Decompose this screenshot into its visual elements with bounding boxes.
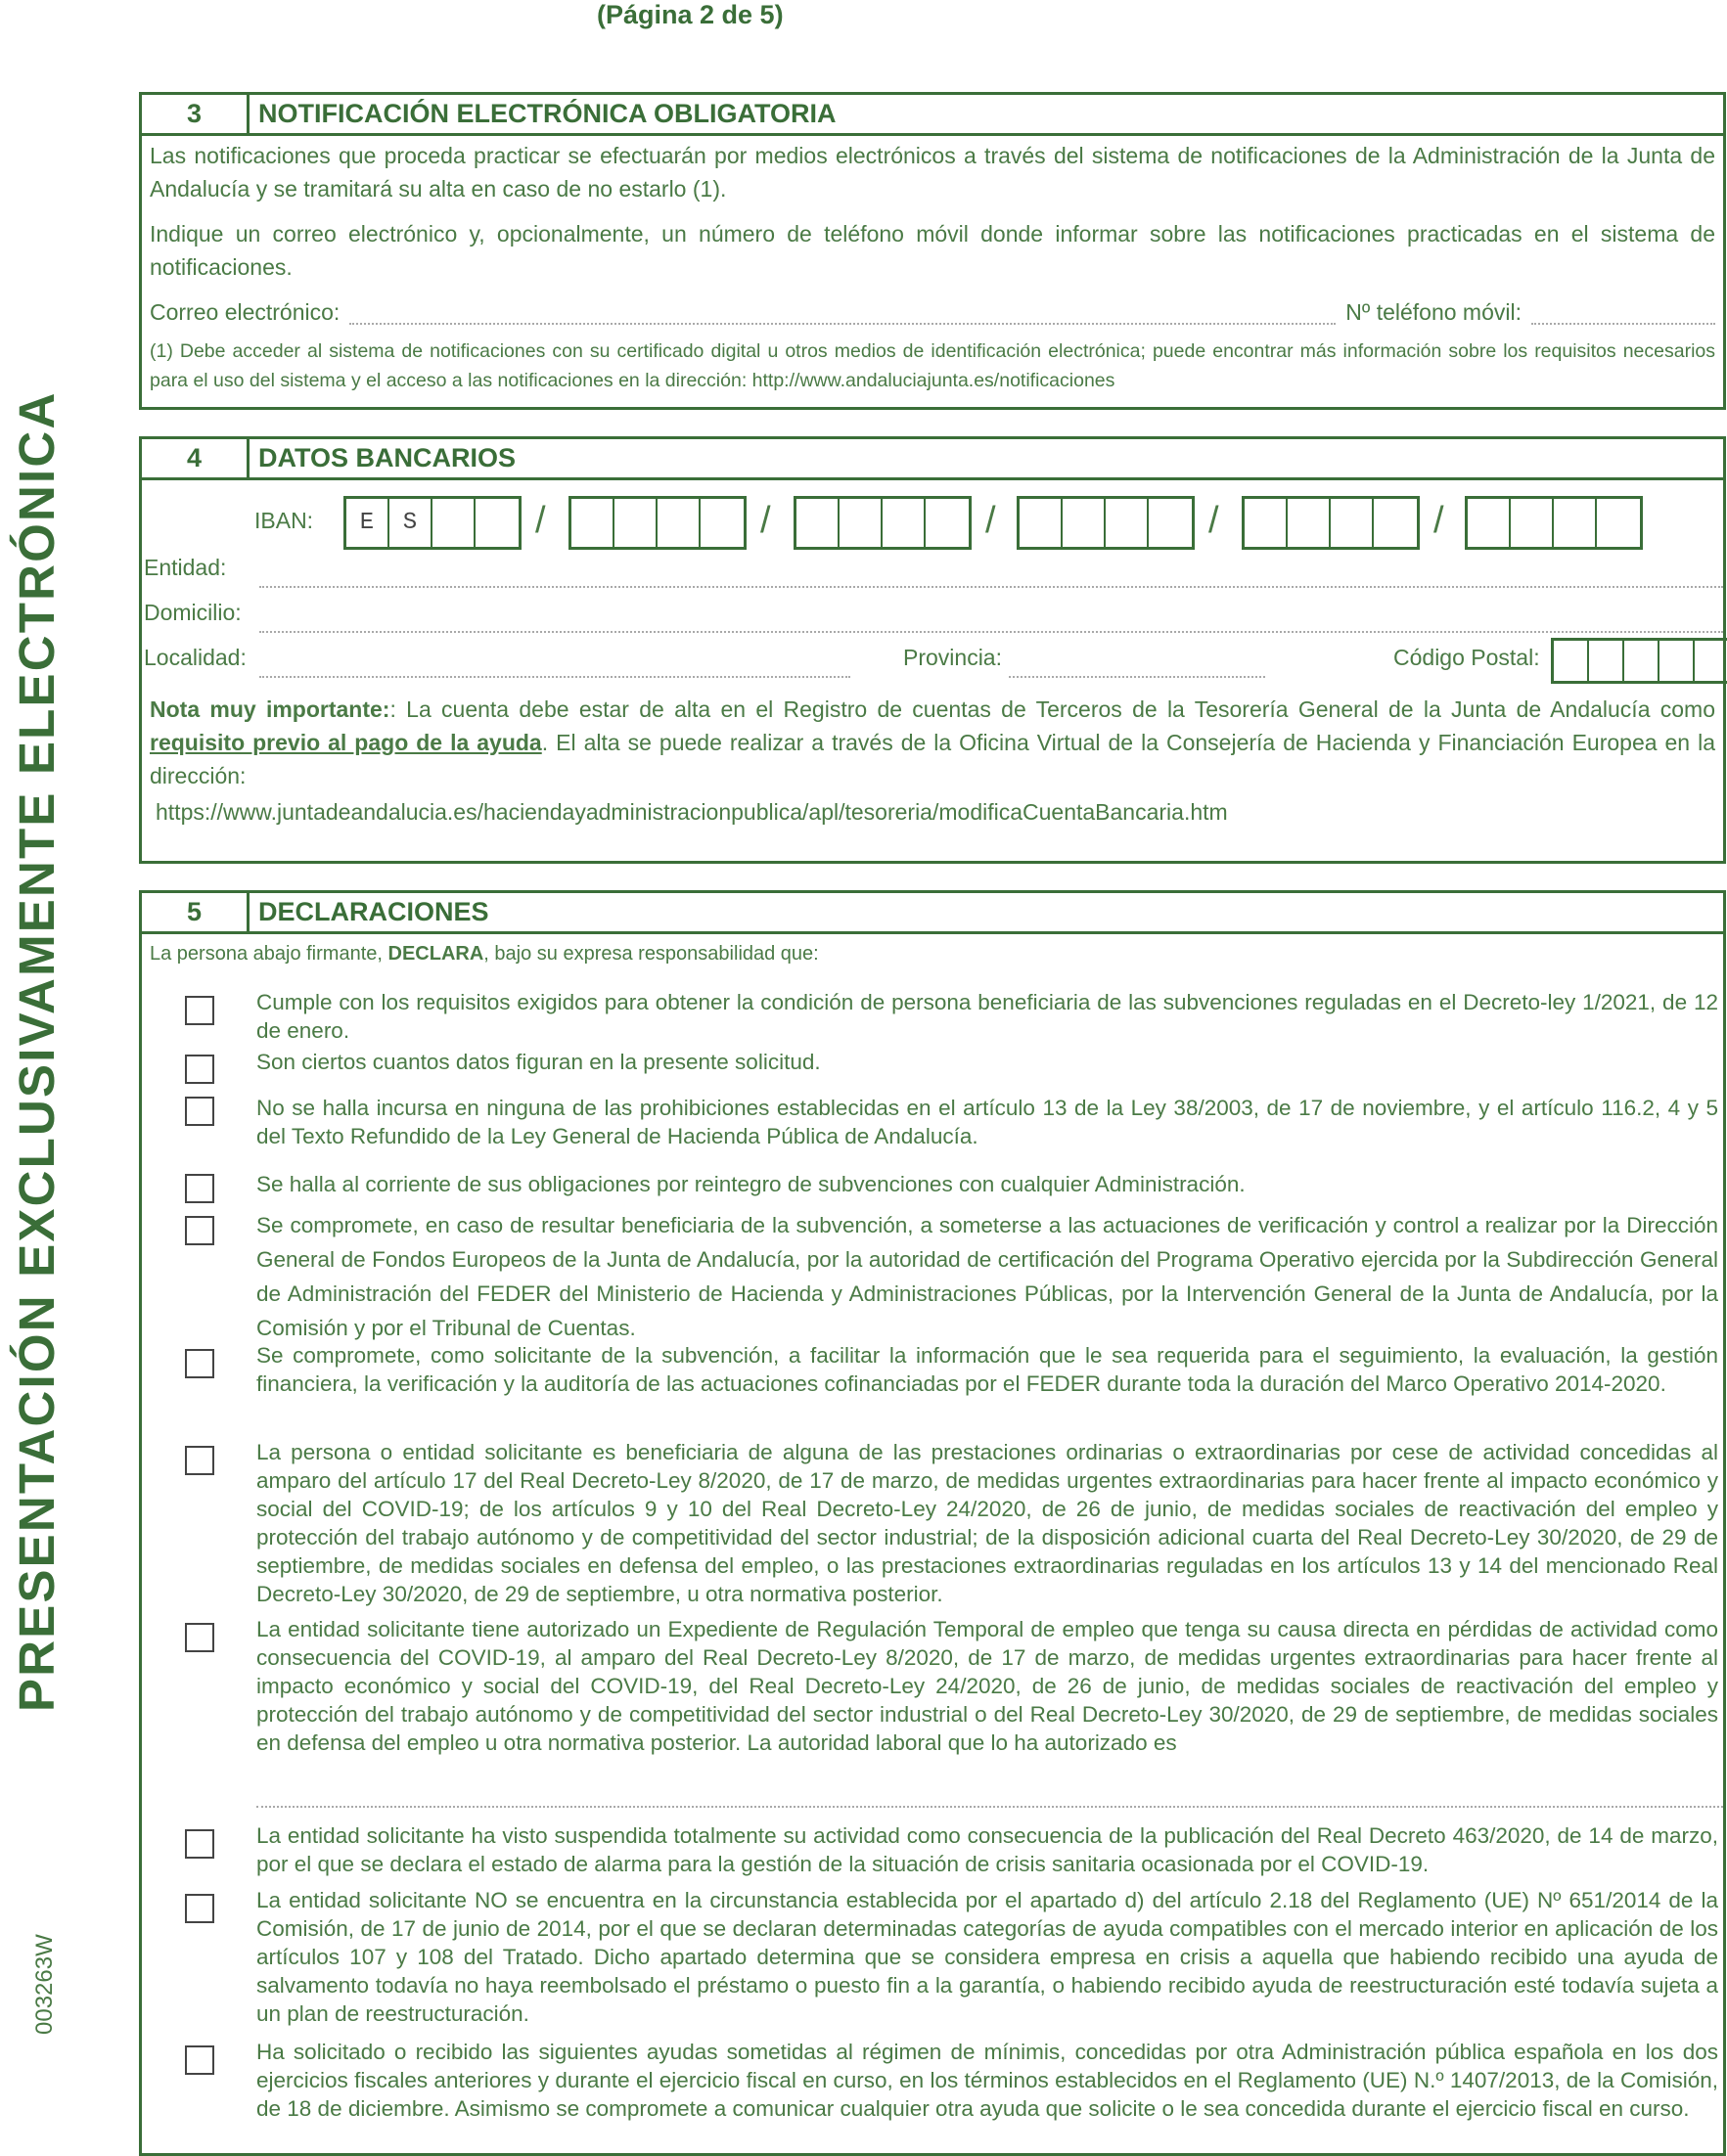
iban-cell[interactable]: [926, 499, 969, 547]
iban-cell[interactable]: [1554, 499, 1597, 547]
declaration-text: Se halla al corriente de sus obligaciones por reintegro de subvenciones con cualquier Administración.: [256, 1172, 1246, 1196]
iban-label: IBAN:: [254, 508, 314, 533]
iban-cell[interactable]: E: [346, 499, 389, 547]
iban-cell[interactable]: [1468, 499, 1511, 547]
section-header: [142, 95, 1723, 136]
domicilio-field[interactable]: [259, 631, 1723, 633]
declaration-text: Se compromete, como solicitante de la subvención, a facilitar la información que le sea requerida para el seguimiento, la evaluación, la gestión financiera, la verificación y la auditoría de las actuaciones cofinanciadas por el FEDER durante toda la duración del Marco Operativo 2014-2020.: [256, 1343, 1718, 1396]
declaration-checkbox[interactable]: [185, 1894, 214, 1923]
iban-cell[interactable]: [1374, 499, 1417, 547]
note-text-2: . El alta se puede realizar a través de la Oficina Virtual de la Consejería de Hacienda y Financiación Europea en la dirección:: [150, 730, 1715, 788]
iban-separator: /: [1433, 500, 1444, 541]
iban-separator: /: [535, 500, 546, 541]
entidad-label: Entidad:: [144, 555, 227, 580]
section-notificacion: [139, 92, 1726, 410]
email-field[interactable]: [349, 295, 1336, 325]
mobile-phone-field[interactable]: [1531, 295, 1715, 325]
declaration-intro: La persona abajo firmante, DECLARA, bajo su expresa responsabilidad que:: [150, 943, 819, 965]
iban-group-2[interactable]: [568, 496, 747, 550]
cp-cell[interactable]: [1659, 641, 1695, 681]
iban-cell[interactable]: [1106, 499, 1149, 547]
declaration-checkbox[interactable]: [185, 1174, 214, 1203]
notification-instruction: Indique un correo electrónico y, opcionalmente, un número de teléfono móvil donde informar sobre las notificaciones practicadas en el sistema de notificaciones.: [150, 221, 1715, 280]
localidad-label: Localidad:: [144, 645, 247, 670]
iban-cell[interactable]: [701, 499, 744, 547]
important-note: [150, 693, 1715, 792]
declaration-text: La entidad solicitante tiene autorizado un Expediente de Regulación Temporal de empleo que tenga su causa directa en pérdidas de actividad como consecuencia del COVID-19, al amparo del Real Decreto-Ley 8/2020, de 17 de marzo, de medidas urgentes extraordinarias para hacer frente al impacto económico y social del COVID-19, del Real Decreto-Ley 24/2020, de 26 de junio, de medidas sociales de reactivación del empleo y protección del trabajo autónomo y de competitividad del sector industrial o del Real Decreto-Ley 30/2020, de 29 de septiembre, de medidas sociales en defensa del empleo u otra normativa posterior. La autoridad laboral que lo ha autorizado es: [256, 1617, 1718, 1755]
note-text: : La cuenta debe estar de alta en el Registro de cuentas de Terceros de la Tesorería General de la Junta de Andalucía como: [389, 696, 1716, 722]
declaration-checkbox[interactable]: [185, 1097, 214, 1126]
iban-group-4[interactable]: [1017, 496, 1195, 550]
section-declaraciones: [139, 890, 1726, 2156]
section-number: 3: [142, 95, 250, 133]
note-underlined: requisito previo al pago de la ayuda: [150, 730, 542, 755]
iban-cell[interactable]: [883, 499, 926, 547]
section-header: [142, 439, 1723, 480]
section-title: DECLARACIONES: [258, 897, 489, 926]
declaration-checkbox[interactable]: [185, 1055, 214, 1084]
iban-separator: /: [985, 500, 996, 541]
declaration-text: Son ciertos cuantos datos figuran en la presente solicitud.: [256, 1050, 821, 1074]
iban-cell[interactable]: [614, 499, 658, 547]
cp-cell[interactable]: [1589, 641, 1624, 681]
section-datos-bancarios: [139, 436, 1726, 864]
bank-account-url[interactable]: https://www.juntadeandalucia.es/haciendayadministracionpublica/apl/tesoreria/modificaCuentaBancaria.htm: [156, 799, 1228, 825]
iban-cell[interactable]: [1149, 499, 1192, 547]
declaration-checkbox[interactable]: [185, 1216, 214, 1245]
email-label: Correo electrónico:: [150, 299, 341, 325]
section-number: 4: [142, 439, 250, 477]
side-title: PRESENTACIÓN EXCLUSIVAMENTE ELECTRÓNICA: [9, 390, 65, 1712]
section-number: 5: [142, 893, 250, 931]
form-code: 003263W: [31, 1934, 58, 2035]
notification-paragraph: Las notificaciones que proceda practicar se efectuarán por medios electrónicos a través del sistema de notificaciones de la Administración de la Junta de Andalucía y se tramitará su alta en caso de no estarlo (1).: [150, 143, 1715, 202]
iban-separator: /: [760, 500, 771, 541]
declaration-checkbox[interactable]: [185, 1829, 214, 1859]
declaration-text: Se compromete, en caso de resultar beneficiaria de la subvención, a someterse a las actuaciones de verificación y control a realizar por la Dirección General de Fondos Europeos de la Junta de Andalucía, por la autoridad de certificación del Programa Operativo ejercida por la Subdirección General de Administración del FEDER del Ministerio de Hacienda y Administraciones Públicas, por la Intervención General de la Junta de Andalucía, por la Comisión y por el Tribunal de Cuentas.: [256, 1213, 1718, 1340]
section-title: NOTIFICACIÓN ELECTRÓNICA OBLIGATORIA: [258, 99, 837, 128]
iban-cell[interactable]: [658, 499, 701, 547]
page-header: [0, 0, 1727, 29]
iban-separator: /: [1208, 500, 1219, 541]
phone-label: Nº teléfono móvil:: [1345, 299, 1522, 325]
cp-cell[interactable]: [1554, 641, 1589, 681]
declaration-checkbox[interactable]: [185, 1446, 214, 1475]
note-title: Nota muy importante:: [150, 696, 390, 722]
declaration-checkbox[interactable]: [185, 1349, 214, 1378]
declaration-text: La entidad solicitante ha visto suspendida totalmente su actividad como consecuencia de la publicación del Real Decreto 463/2020, de 14 de marzo, por el que se declara el estado de alarma para la gestión de la situación de crisis sanitaria ocasionada por el COVID-19.: [256, 1823, 1718, 1876]
declaration-text: Ha solicitado o recibido las siguientes ayudas sometidas al régimen de mínimis, concedidas por otra Administración pública española en los dos ejercicios fiscales anteriores y durante el ejercicio fiscal en curso, en los términos establecidos en el Reglamento (UE) N.º 1407/2013, de la Comisión, de 18 de diciembre. Asimismo se compromete a comunicar cualquier otra ayuda que solicite o le sea concedida durante el ejercicio fiscal en curso.: [256, 2040, 1718, 2121]
iban-cell[interactable]: [432, 499, 476, 547]
page-number: (Página 2 de 5): [597, 0, 784, 29]
iban-row: [142, 496, 1723, 555]
iban-cell[interactable]: [1063, 499, 1106, 547]
declaration-text: Cumple con los requisitos exigidos para obtener la condición de persona beneficiaria de las subvenciones reguladas en el Decreto-ley 1/2021, de 12 de enero.: [256, 990, 1718, 1043]
iban-cell[interactable]: [1245, 499, 1288, 547]
iban-group-3[interactable]: [794, 496, 972, 550]
declaration-checkbox[interactable]: [185, 1623, 214, 1652]
section-title: DATOS BANCARIOS: [258, 443, 517, 472]
iban-group-1[interactable]: [343, 496, 522, 550]
iban-cell[interactable]: [1597, 499, 1640, 547]
iban-group-5[interactable]: [1242, 496, 1420, 550]
declaration-text: La entidad solicitante NO se encuentra en la circunstancia establecida por el apartado d) del artículo 2.18 del Reglamento (UE) Nº 651/2014 de la Comisión, de 17 de junio de 2014, por el que se declaran determinadas categorías de ayuda compatibles con el mercado interior en aplicación de los artículos 107 y 108 del Tratado. Dicho apartado determina que se considera empresa en crisis a aquella que habiendo recibido una ayuda de salvamento todavía no haya reembolsado el préstamo o puesto fin a la garantía, o habiendo recibido ayuda de reestructuración esté todavía sujeta a un plan de reestructuración.: [256, 1888, 1718, 2026]
footnote: (1) Debe acceder al sistema de notificaciones con su certificado digital u otros medios de identificación electrónica; puede encontrar más información sobre los requisitos necesarios para el uso del sistema y el acceso a las notificaciones en la dirección: http://www.andaluciajunta.es/notificaciones: [150, 340, 1715, 391]
iban-cell[interactable]: [571, 499, 614, 547]
iban-cell[interactable]: [1020, 499, 1063, 547]
provincia-field[interactable]: [1009, 676, 1265, 678]
postal-code-field[interactable]: [1551, 638, 1727, 684]
declaration-checkbox[interactable]: [185, 996, 214, 1025]
localidad-field[interactable]: [259, 676, 850, 678]
iban-group-6[interactable]: [1465, 496, 1643, 550]
iban-cell[interactable]: [1511, 499, 1554, 547]
iban-cell[interactable]: S: [389, 499, 432, 547]
entidad-field[interactable]: [259, 586, 1723, 588]
cp-cell[interactable]: [1695, 641, 1727, 681]
domicilio-label: Domicilio:: [144, 600, 242, 625]
provincia-label: Provincia:: [903, 645, 1002, 670]
declaration-text: No se halla incursa en ninguna de las prohibiciones establecidas en el artículo 13 de la Ley 38/2003, de 17 de noviembre, y el artículo 116.2, 4 y 5 del Texto Refundido de la Ley General de Hacienda Pública de Andalucía.: [256, 1096, 1718, 1148]
section-header: [142, 893, 1723, 934]
declaration-text: La persona o entidad solicitante es beneficiaria de alguna de las prestaciones ordinarias o extraordinarias por cese de actividad concedidas al amparo del artículo 17 del Real Decreto-Ley 8/2020, de 17 de marzo, de medidas urgentes extraordinarias para hacer frente al impacto económico y social del COVID-19; de los artículos 9 y 10 del Real Decreto-Ley 24/2020, de 26 de junio, de medidas sociales de reactivación del empleo y protección del trabajo autónomo y de competitividad del sector industrial; de la disposición adicional cuarta del Real Decreto-Ley 30/2020, de 29 de septiembre, de medidas sociales en defensa del empleo, o las prestaciones extraordinarias reguladas en los artículos 13 y 14 del mencionado Real Decreto-Ley 30/2020, de 29 de septiembre, u otra normativa posterior.: [256, 1440, 1718, 1606]
iban-cell[interactable]: [796, 499, 840, 547]
cp-label: Código Postal:: [1393, 645, 1540, 670]
labor-authority-field[interactable]: [256, 1806, 1723, 1808]
cp-cell[interactable]: [1624, 641, 1659, 681]
iban-cell[interactable]: [476, 499, 519, 547]
iban-cell[interactable]: [1288, 499, 1331, 547]
iban-cell[interactable]: [840, 499, 883, 547]
declaration-checkbox[interactable]: [185, 2045, 214, 2075]
iban-cell[interactable]: [1331, 499, 1374, 547]
